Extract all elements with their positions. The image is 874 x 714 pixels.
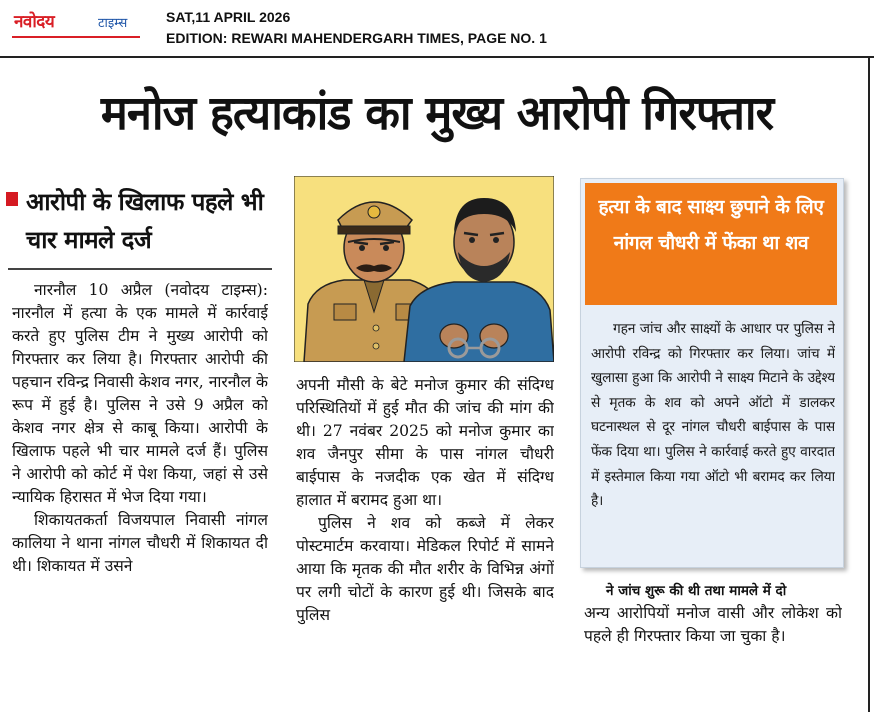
boxed-story-body (591, 317, 835, 561)
dateline (166, 7, 547, 49)
newspaper-logo (12, 6, 144, 38)
article-paragraph: पुलिस ने शव को कब्जे में लेकर पोस्टमार्टम करवाया। मेडिकल रिपोर्ट में सामने आया कि मृतक की मौत शरीर के विभिन्न अंगों पर लगी चोटों के कारण हुई थी। जिसके बाद पुलिस (296, 514, 554, 624)
boxed-story-paragraph: गहन जांच और साक्ष्यों के आधार पर पुलिस ने आरोपी रविन्द्र को गिरफ्तार कर लिया। जांच में खुलासा हुआ कि आरोपी ने साक्ष्य मिटाने के उद्देश्य से मृतक के शव को अपने ऑटो में डालकर घटनास्थल से दूर नांगल चौधरी बाईपास के पास फेंक दिया था। पुलिस ने कार्रवाई करते हुए वारदात में इस्तेमाल किया गया ऑटो भी बरामद कर लिया है। (591, 321, 835, 510)
article-column-1 (12, 279, 268, 709)
subheading-rule (8, 268, 272, 270)
page-headline: मनोज हत्याकांड का मुख्य आरोपी गिरफ्तार (100, 86, 774, 141)
arrest-illustration (294, 176, 554, 362)
logo-underline (12, 36, 140, 38)
left-subheading-text: आरोपी के खिलाफ पहले भी चार मामले दर्ज (26, 188, 264, 254)
page-frame-right-border (868, 56, 870, 712)
logo-sub-text: टाइम्स (98, 16, 128, 31)
continued-line: ने जांच शुरू की थी तथा मामले में दो (606, 583, 787, 599)
logo-main-text: नवोदय (14, 12, 55, 32)
article-column-3 (584, 580, 842, 648)
red-bullet-square (6, 192, 18, 206)
edition-info: EDITION: REWARI MAHENDERGARH TIMES, PAGE NO. 1 (166, 30, 547, 46)
article-paragraph: अन्य आरोपियों मनोज वासी और लोकेश को पहले ही गिरफ्तार किया जा चुका है। (584, 604, 842, 645)
article-paragraph: शिकायतकर्ता विजयपाल निवासी नांगल कालिया ने थाना नांगल चौधरी में शिकायत दी थी। शिकायत में उसने (12, 511, 268, 575)
article-paragraph: नारनौल 10 अप्रैल (नवोदय टाइम्स): नारनौल में हत्या के एक मामले में कार्रवाई करते हुए पुलिस टीम ने मुख्य आरोपी को गिरफ्तार कर लिया है। गिरफ्तार आरोपी की पहचान रविन्द्र निवासी केशव नगर, नारनौल के रूप में हुई है। पुलिस ने उसे 9 अप्रैल को केशव नगर क्षेत्र से काबू किया। आरोपी के खिलाफ पहले भी चार मामले दर्ज हैं। पुलिस ने आरोपी को कोर्ट में पेश किया, जहां से उसे न्यायिक हिरासत में भेज दिया गया। (12, 281, 268, 506)
issue-date: SAT,11 APRIL 2026 (166, 9, 291, 25)
boxed-story-heading: हत्या के बाद साक्ष्य छुपाने के लिए नांगल चौधरी में फेंका था शव (598, 196, 824, 254)
article-paragraph: अपनी मौसी के बेटे मनोज कुमार की संदिग्ध परिस्थितियों में हुई मौत की जांच की मांग की थी। 27 नवंबर 2025 को मनोज कुमार का शव जैनपुर सीमा के पास नांगल चौधरी बाईपास के नजदीक एक खेत में संदिग्ध हालात में बरामद हुआ था। (296, 376, 554, 509)
article-column-2 (296, 374, 554, 710)
